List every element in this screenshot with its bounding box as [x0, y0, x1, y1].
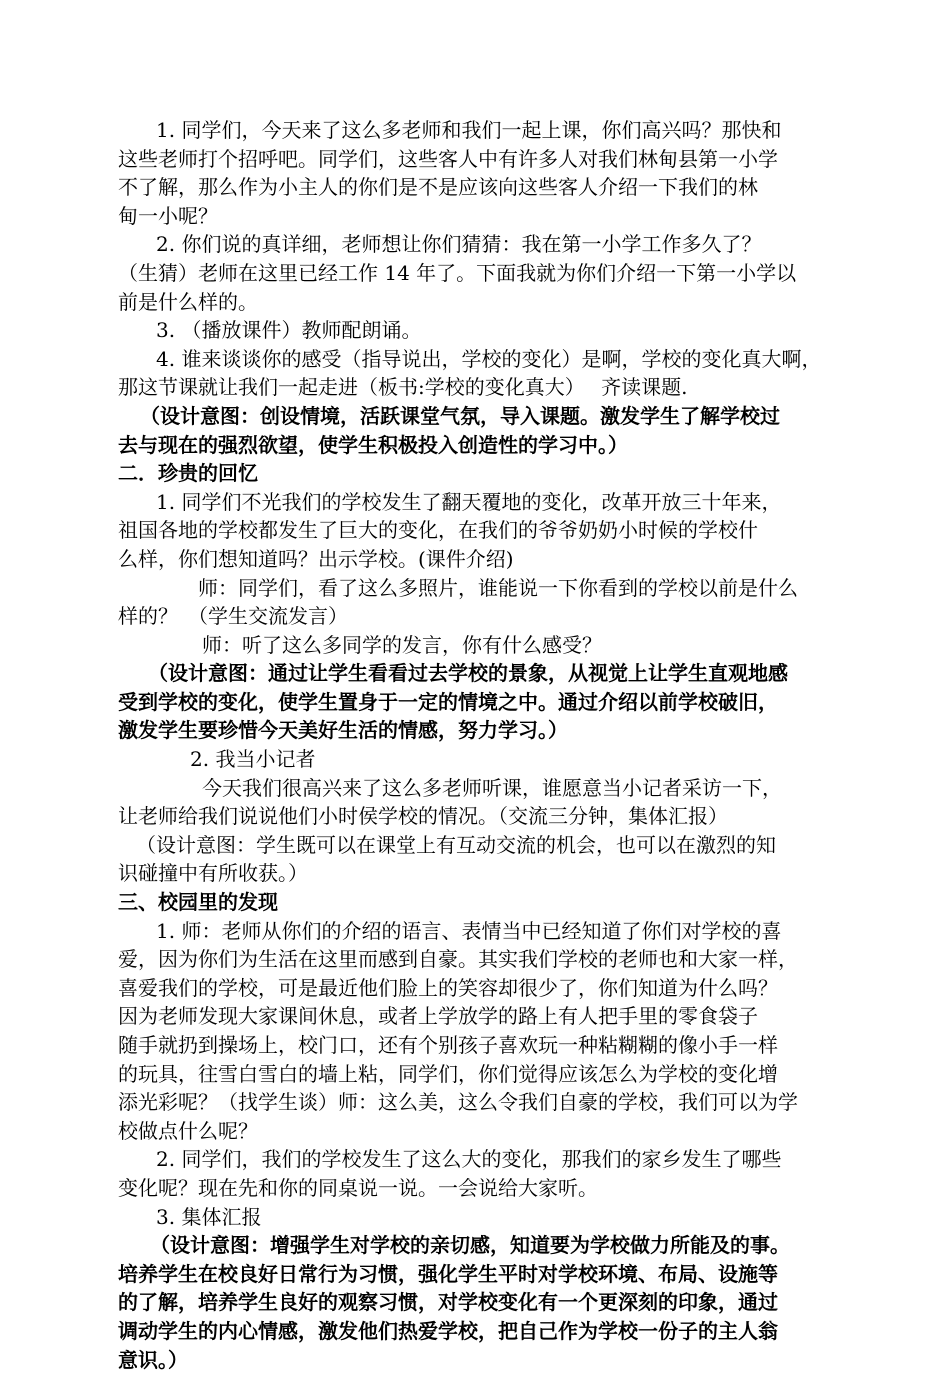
design-intent-note: （设计意图：增强学生对学校的亲切感，知道要为学校做力所能及的事。 — [150, 1233, 790, 1258]
section-heading: 二．珍贵的回忆 — [118, 461, 258, 486]
paragraph-line: 因为老师发现大家课间休息，或者上学放学的路上有人把手里的零食袋子 — [118, 1004, 758, 1029]
paragraph-line: 1. 同学们，今天来了这么多老师和我们一起上课，你们高兴吗？那快和 — [156, 118, 782, 142]
paragraph-line: 爱，因为你们为生活在这里而感到自豪。其实我们学校的老师也和大家一样， — [118, 947, 798, 972]
design-intent-note: 去与现在的强烈欲望，使学生积极投入创造性的学习中。） — [118, 432, 628, 457]
paragraph-line: 师：听了这么多同学的发言，你有什么感受？ — [202, 632, 602, 657]
paragraph-line: 2. 同学们，我们的学校发生了这么大的变化，那我们的家乡发生了哪些 — [156, 1147, 782, 1172]
design-intent-note: 的了解，培养学生良好的观察习惯，对学校变化有一个更深刻的印象，通过 — [118, 1290, 778, 1315]
paragraph-line: 变化呢？现在先和你的同桌说一说。一会说给大家听。 — [118, 1175, 598, 1200]
paragraph-line: 1. 师：老师从你们的介绍的语言、表情当中已经知道了你们对学校的喜 — [156, 918, 782, 943]
design-intent-note: 激发学生要珍惜今天美好生活的情感，努力学习。） — [118, 718, 568, 743]
paragraph-line: 不了解，那么作为小主人的你们是不是应该向这些客人介绍一下我们的林 — [118, 175, 758, 200]
section-heading: 三、校园里的发现 — [118, 890, 278, 915]
paragraph-line: 今天我们很高兴来了这么多老师听课，谁愿意当小记者采访一下， — [202, 775, 782, 800]
paragraph-line: 3. （播放课件）教师配朗诵。 — [156, 318, 422, 343]
paragraph-line: 那这节课就让我们一起走进（板书:学校的变化真大） 齐读课题. — [118, 375, 688, 400]
paragraph-line: 让老师给我们说说他们小时侯学校的情况。（交流三分钟，集体汇报） — [118, 804, 728, 829]
paragraph-line: 3. 集体汇报 — [156, 1204, 262, 1229]
paragraph-line: 随手就扔到操场上，校门口，还有个别孩子喜欢玩一种粘糊糊的像小手一样 — [118, 1033, 778, 1057]
paragraph-line: 的玩具，往雪白雪白的墙上粘，同学们，你们觉得应该怎么为学校的变化增 — [118, 1061, 778, 1086]
design-intent-note: 受到学校的变化，使学生置身于一定的情境之中。通过介绍以前学校破旧， — [118, 689, 778, 714]
design-intent-note: （设计意图：创设情境，活跃课堂气氛，导入课题。激发学生了解学校过 — [140, 403, 780, 428]
paragraph-line: 添光彩呢？（找学生谈）师：这么美，这么令我们自豪的学校，我们可以为学 — [118, 1090, 798, 1115]
paragraph-line: 识碰撞中有所收获。） — [118, 861, 308, 886]
paragraph-line: 2. 你们说的真详细，老师想让你们猜猜：我在第一小学工作多久了？ — [156, 232, 762, 257]
paragraph-line: 这些老师打个招呼吧。同学们，这些客人中有许多人对我们林甸县第一小学 — [118, 146, 778, 171]
paragraph-line: 2. 我当小记者 — [190, 747, 316, 772]
paragraph-line: （设计意图：学生既可以在课堂上有互动交流的机会，也可以在激烈的知 — [136, 832, 776, 857]
design-intent-note: （设计意图：通过让学生看看过去学校的景象，从视觉上让学生直观地感 — [148, 661, 788, 686]
paragraph-line: （生猜）老师在这里已经工作 14 年了。下面我就为你们介绍一下第一小学以 — [118, 260, 797, 285]
paragraph-line: 样的？ （学生交流发言） — [118, 604, 348, 629]
design-intent-note: 培养学生在校良好日常行为习惯，强化学生平时对学校环境、布局、设施等 — [118, 1261, 778, 1286]
paragraph-line: 4. 谁来谈谈你的感受（指导说出，学校的变化）是啊，学校的变化真大啊， — [156, 346, 822, 371]
paragraph-line: 甸一小呢？ — [118, 203, 218, 228]
paragraph-line: 喜爱我们的学校，可是最近他们脸上的笑容却很少了，你们知道为什么吗？ — [118, 975, 778, 1000]
paragraph-line: 前是什么样的。 — [118, 289, 258, 314]
paragraph-line: 校做点什么呢？ — [118, 1118, 258, 1143]
paragraph-line: 师：同学们，看了这么多照片，谁能说一下你看到的学校以前是什么 — [198, 575, 798, 600]
design-intent-note: 意识。） — [118, 1347, 188, 1372]
design-intent-note: 调动学生的内心情感，激发他们热爱学校，把自己作为学校一份子的主人翁 — [118, 1318, 778, 1343]
paragraph-line: 祖国各地的学校都发生了巨大的变化，在我们的爷爷奶奶小时候的学校什 — [118, 518, 758, 543]
paragraph-line: 么样，你们想知道吗？出示学校。(课件介绍) — [118, 546, 514, 571]
paragraph-line: 1. 同学们不光我们的学校发生了翻天覆地的变化，改革开放三十年来， — [156, 489, 782, 514]
